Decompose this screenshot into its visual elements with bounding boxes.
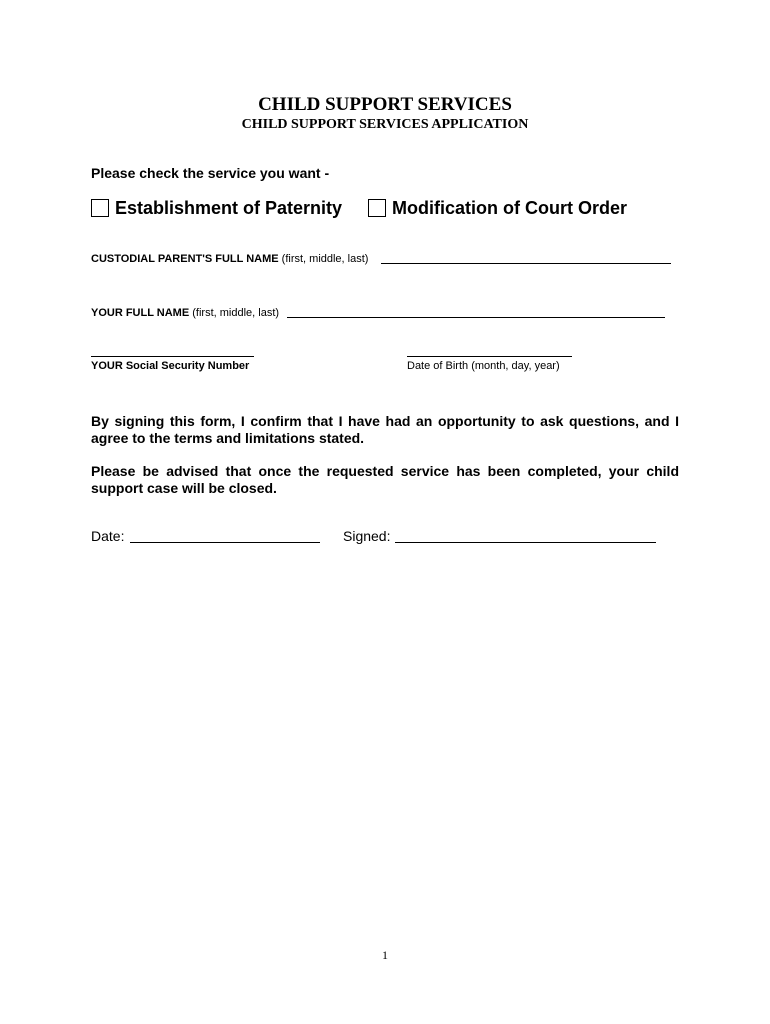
option-establishment-of-paternity[interactable] <box>91 197 342 219</box>
confirmation-statement: By signing this form, I confirm that I have had an opportunity to ask questions, and I agree to the terms and limitations stated. <box>91 413 679 446</box>
your-name-label-hint: (first, middle, last) <box>192 307 280 319</box>
modification-checkbox[interactable] <box>368 199 386 217</box>
date-label: Date: <box>91 528 125 544</box>
ssn-label: YOUR Social Security Number <box>91 360 250 372</box>
custodial-name-field[interactable] <box>381 263 671 264</box>
page-title: CHILD SUPPORT SERVICES <box>258 94 512 115</box>
custodial-name-label-main: CUSTODIAL PARENT'S FULL NAME <box>91 253 279 265</box>
modification-option-label: Modification of Court Order <box>392 197 627 218</box>
service-prompt: Please check the service you want - <box>91 165 330 181</box>
ssn-field[interactable] <box>91 356 254 357</box>
closure-advisory: Please be advised that once the requested service has been completed, your child support case will be closed. <box>91 463 679 496</box>
paternity-option-label: Establishment of Paternity <box>115 197 343 218</box>
option-modification-of-court-order[interactable] <box>368 197 627 219</box>
page-subtitle: CHILD SUPPORT SERVICES APPLICATION <box>241 117 529 132</box>
your-name-label-main: YOUR FULL NAME <box>91 307 190 319</box>
paternity-checkbox[interactable] <box>91 199 109 217</box>
dob-label: Date of Birth (month, day, year) <box>407 360 560 372</box>
custodial-name-label-hint: (first, middle, last) <box>281 253 369 265</box>
custodial-name-label <box>91 253 368 265</box>
signature-field[interactable] <box>395 542 656 543</box>
dob-field[interactable] <box>407 356 572 357</box>
date-field[interactable] <box>130 542 320 543</box>
your-name-field[interactable] <box>287 317 665 318</box>
your-name-label <box>91 307 279 319</box>
page-number: 1 <box>382 948 388 962</box>
signed-label: Signed: <box>343 528 391 544</box>
